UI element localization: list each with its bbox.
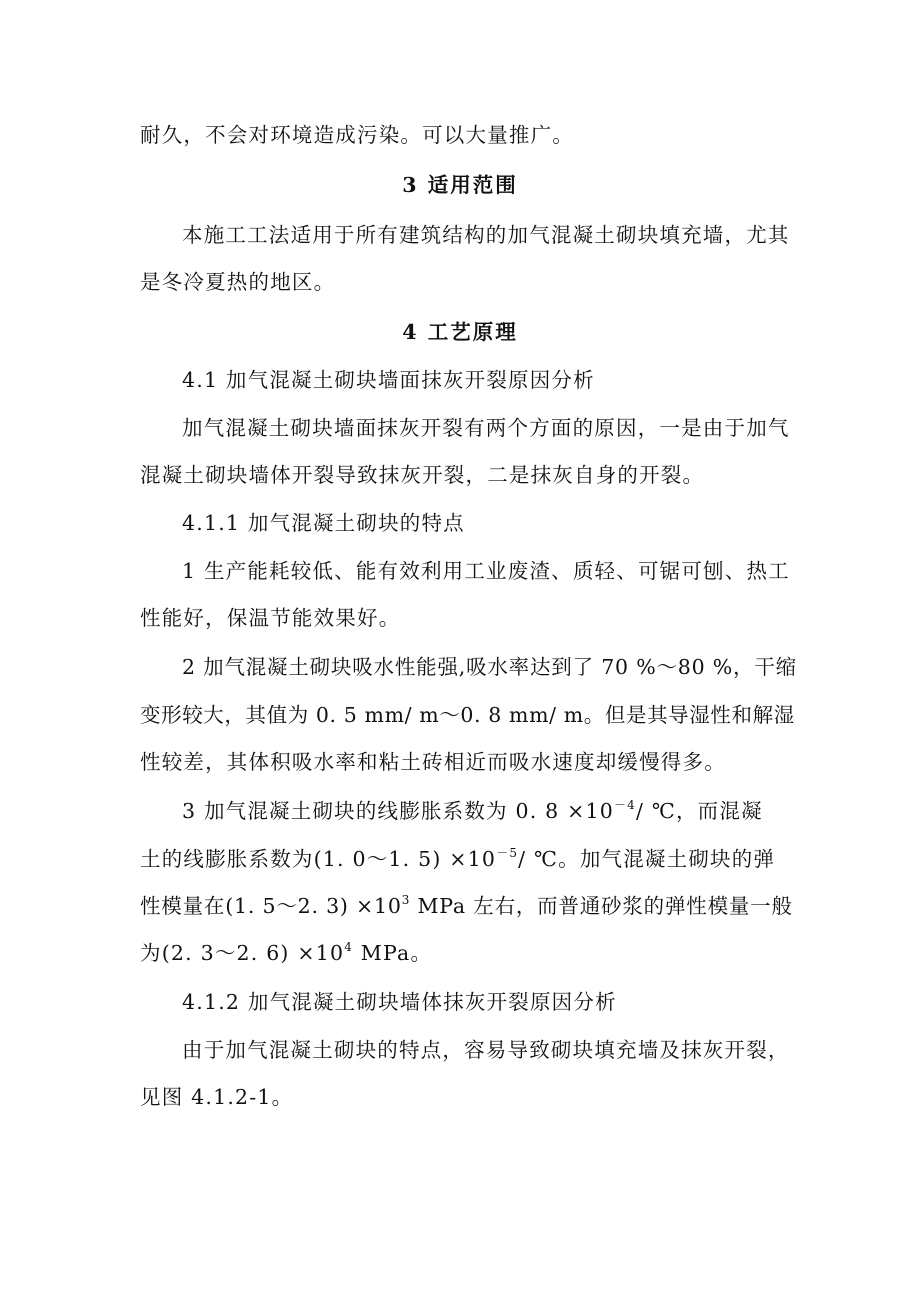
text-segment: 土的线膨胀系数为(1. 0～1. 5) ×10 xyxy=(140,847,497,871)
text-segment: 性模量在(1. 5～2. 3) ×10 xyxy=(140,894,402,918)
text-segment: 3 加气混凝土砌块的线膨胀系数为 0. 8 ×10 xyxy=(182,799,614,823)
paragraph-line: 由于加气混凝土砌块的特点，容易导致砌块填充墙及抹灰开裂， xyxy=(182,1038,790,1062)
paragraph-line: 性能好，保温节能效果好。 xyxy=(140,606,401,630)
subsection-heading-4-1: 4.1 加气混凝土砌块墙面抹灰开裂原因分析 xyxy=(182,368,595,392)
superscript: 3 xyxy=(401,893,411,907)
paragraph-line: 变形较大，其值为 0. 5 mm/ m～0. 8 mm/ m。但是其导湿性和解湿 xyxy=(140,703,795,727)
paragraph-line: 加气混凝土砌块墙面抹灰开裂有两个方面的原因，一是由于加气 xyxy=(182,416,790,440)
subsection-heading-4-1-2: 4.1.2 加气混凝土砌块墙体抹灰开裂原因分析 xyxy=(182,990,617,1014)
superscript: －5 xyxy=(496,846,519,860)
text-segment: / ℃。加气混凝土砌块的弹 xyxy=(518,847,776,871)
paragraph-line: 1 生产能耗较低、能有效利用工业废渣、质轻、可锯可刨、热工 xyxy=(182,559,790,583)
paragraph-line xyxy=(140,939,432,967)
paragraph-line: 2 加气混凝土砌块吸水性能强,吸水率达到了 70 %～80 %，干缩 xyxy=(182,655,797,679)
paragraph-line xyxy=(182,797,763,825)
text-segment: / ℃，而混凝 xyxy=(636,799,763,823)
text-segment: MPa 左右，而普通砂浆的弹性模量一般 xyxy=(410,894,793,918)
paragraph-line: 见图 4.1.2-1。 xyxy=(140,1085,294,1109)
paragraph-line xyxy=(140,845,775,873)
superscript: 4 xyxy=(344,940,354,954)
paragraph-line: 是冬冷夏热的地区。 xyxy=(140,270,336,294)
paragraph-line: 性较差，其体积吸水率和粘土砖相近而吸水速度却缓慢得多。 xyxy=(140,750,726,774)
section-heading-4: 4 工艺原理 xyxy=(402,320,518,344)
paragraph-line xyxy=(140,892,793,920)
superscript: －4 xyxy=(613,798,637,812)
paragraph-line: 混凝土砌块墙体开裂导致抹灰开裂，二是抹灰自身的开裂。 xyxy=(140,463,705,487)
subsection-heading-4-1-1: 4.1.1 加气混凝土砌块的特点 xyxy=(182,511,465,535)
paragraph-line: 耐久，不会对环境造成污染。可以大量推广。 xyxy=(140,123,574,147)
paragraph-line: 本施工工法适用于所有建筑结构的加气混凝土砌块填充墙，尤其 xyxy=(182,223,790,247)
text-segment: MPa。 xyxy=(353,941,433,965)
section-heading-3: 3 适用范围 xyxy=(402,173,518,197)
text-segment: 为(2. 3～2. 6) ×10 xyxy=(140,941,345,965)
